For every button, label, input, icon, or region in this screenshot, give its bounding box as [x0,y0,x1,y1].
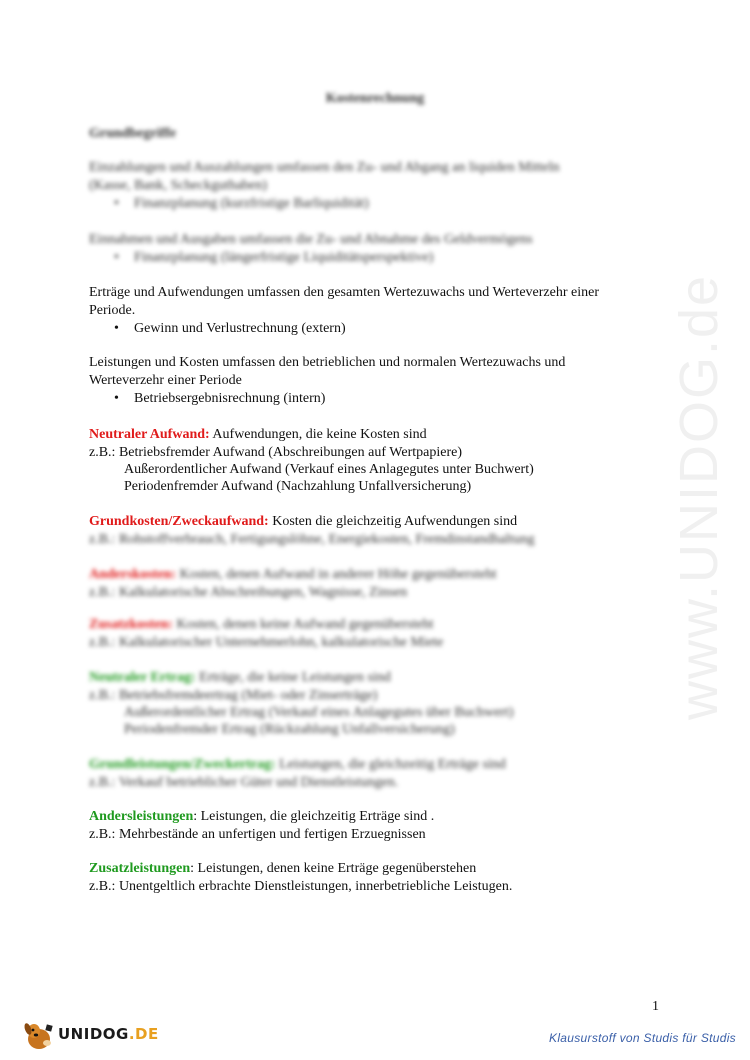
block3-line2: Periode. [89,303,136,318]
andersleistungen-text: : Leistungen, die gleichzeitig Erträge sind . [193,809,435,824]
anderskosten-text: Kosten, denen Aufwand in anderer Höhe gegenübersteht [176,567,497,582]
unidog-logo[interactable] [22,1017,159,1051]
zusatzleistungen-text: : Leistungen, denen keine Erträge gegenüberstehen [190,861,477,876]
andersleistungen-definition [89,808,434,826]
grundleistungen-ex1: z.B.: Verkauf betrieblicher Güter und Dienstleistungen. [89,775,399,790]
dog-icon [22,1017,56,1051]
block2-bullet: Finanzplanung (längerfristige Liquiditätsperspektive) [134,250,434,265]
zusatzleistungen-definition [89,860,476,878]
block3-bullet: Gewinn und Verlustrechnung (extern) [134,321,346,336]
block3-line1: Erträge und Aufwendungen umfassen den gesamten Wertezuwachs und Werteverzehr einer [89,285,599,300]
bullet-icon: • [114,196,119,211]
neutraler-aufwand-ex1: z.B.: Betriebsfremder Aufwand (Abschreibungen auf Wertpapiere) [89,445,462,460]
grundkosten-ex1: z.B.: Rohstoffverbrauch, Fertigungslöhne, Energiekosten, Fremdinstandhaltung [89,532,535,547]
grundkosten-text: Kosten die gleichzeitig Aufwendungen sind [268,514,518,529]
neutraler-ertrag-ex3: Periodenfremder Ertrag (Rückzahlung Unfallversicherung) [124,722,455,737]
grundkosten-term: Grundkosten/Zweckaufwand: [89,514,269,529]
neutraler-ertrag-term: Neutraler Ertrag: [89,670,196,685]
neutraler-aufwand-ex3: Periodenfremder Aufwand (Nachzahlung Unfallversicherung) [124,479,472,494]
page-number: 1 [652,999,659,1014]
anderskosten-definition [89,566,496,584]
neutraler-aufwand-text: Aufwendungen, die keine Kosten sind [209,427,427,442]
block1-line1: Einzahlungen und Auszahlungen umfassen den Zu- und Abgang an liquiden Mitteln [89,160,560,175]
neutraler-ertrag-definition [89,669,391,687]
anderskosten-term: Anderskosten: [89,567,177,582]
watermark: www.UNIDOG.de [669,273,729,720]
block1-line2: (Kasse, Bank, Scheckguthaben) [89,178,268,193]
neutraler-aufwand-ex2: Außerordentlicher Aufwand (Verkauf eines Anlagegutes unter Buchwert) [124,462,534,477]
grundleistungen-term: Grundleistungen/Zweckertrag: [89,757,276,772]
block2-line1: Einnahmen und Ausgaben umfassen die Zu- und Abnahme des Geldvermögens [89,232,533,247]
neutraler-ertrag-ex2: Außerordentlicher Ertrag (Verkauf eines Anlagegutes über Buchwert) [124,705,514,720]
neutraler-ertrag-text: Erträge, die keine Leistungen sind [195,670,391,685]
bullet-icon: • [114,391,119,406]
neutraler-ertrag-ex1: z.B.: Betriebsfremdeertrag (Miet- oder Zinserträge) [89,688,378,703]
logo-text: UNIDOG.DE [58,1025,159,1043]
zusatzleistungen-ex1: z.B.: Unentgeltlich erbrachte Dienstleistungen, innerbetriebliche Leistugen. [89,879,513,894]
block1-bullet: Finanzplanung (kurzfristige Barliquidität) [134,196,369,211]
bullet-icon: • [114,321,119,336]
zusatzkosten-term: Zusatzkosten: [89,617,174,632]
grundleistungen-definition [89,756,506,774]
anderskosten-ex1: z.B.: Kalkulatorische Abschreibungen, Wagnisse, Zinsen [89,585,408,600]
neutraler-aufwand-definition [89,426,427,444]
neutraler-aufwand-term: Neutraler Aufwand: [89,427,210,442]
section-heading: Grundbegriffe [89,126,177,141]
block4-line1: Leistungen und Kosten umfassen den betrieblichen und normalen Wertezuwachs und [89,355,566,370]
andersleistungen-term: Andersleistungen [89,809,194,824]
block4-bullet: Betriebsergebnisrechnung (intern) [134,391,326,406]
page-title: Kostenrechnung [325,91,425,106]
grundkosten-definition [89,513,517,531]
block4-line2: Werteverzehr einer Periode [89,373,242,388]
zusatzkosten-text: Kosten, denen keine Aufwand gegenübersteht [173,617,434,632]
bullet-icon: • [114,250,119,265]
grundleistungen-text: Leistungen, die gleichzeitig Erträge sind [275,757,506,772]
footer-tagline: Klausurstoff von Studis für Studis [549,1031,736,1045]
zusatzkosten-definition [89,616,434,634]
zusatzleistungen-term: Zusatzleistungen [89,861,191,876]
andersleistungen-ex1: z.B.: Mehrbestände an unfertigen und fertigen Erzuegnissen [89,827,426,842]
zusatzkosten-ex1: z.B.: Kalkulatorischer Unternehmerlohn, kalkulatorische Miete [89,635,444,650]
